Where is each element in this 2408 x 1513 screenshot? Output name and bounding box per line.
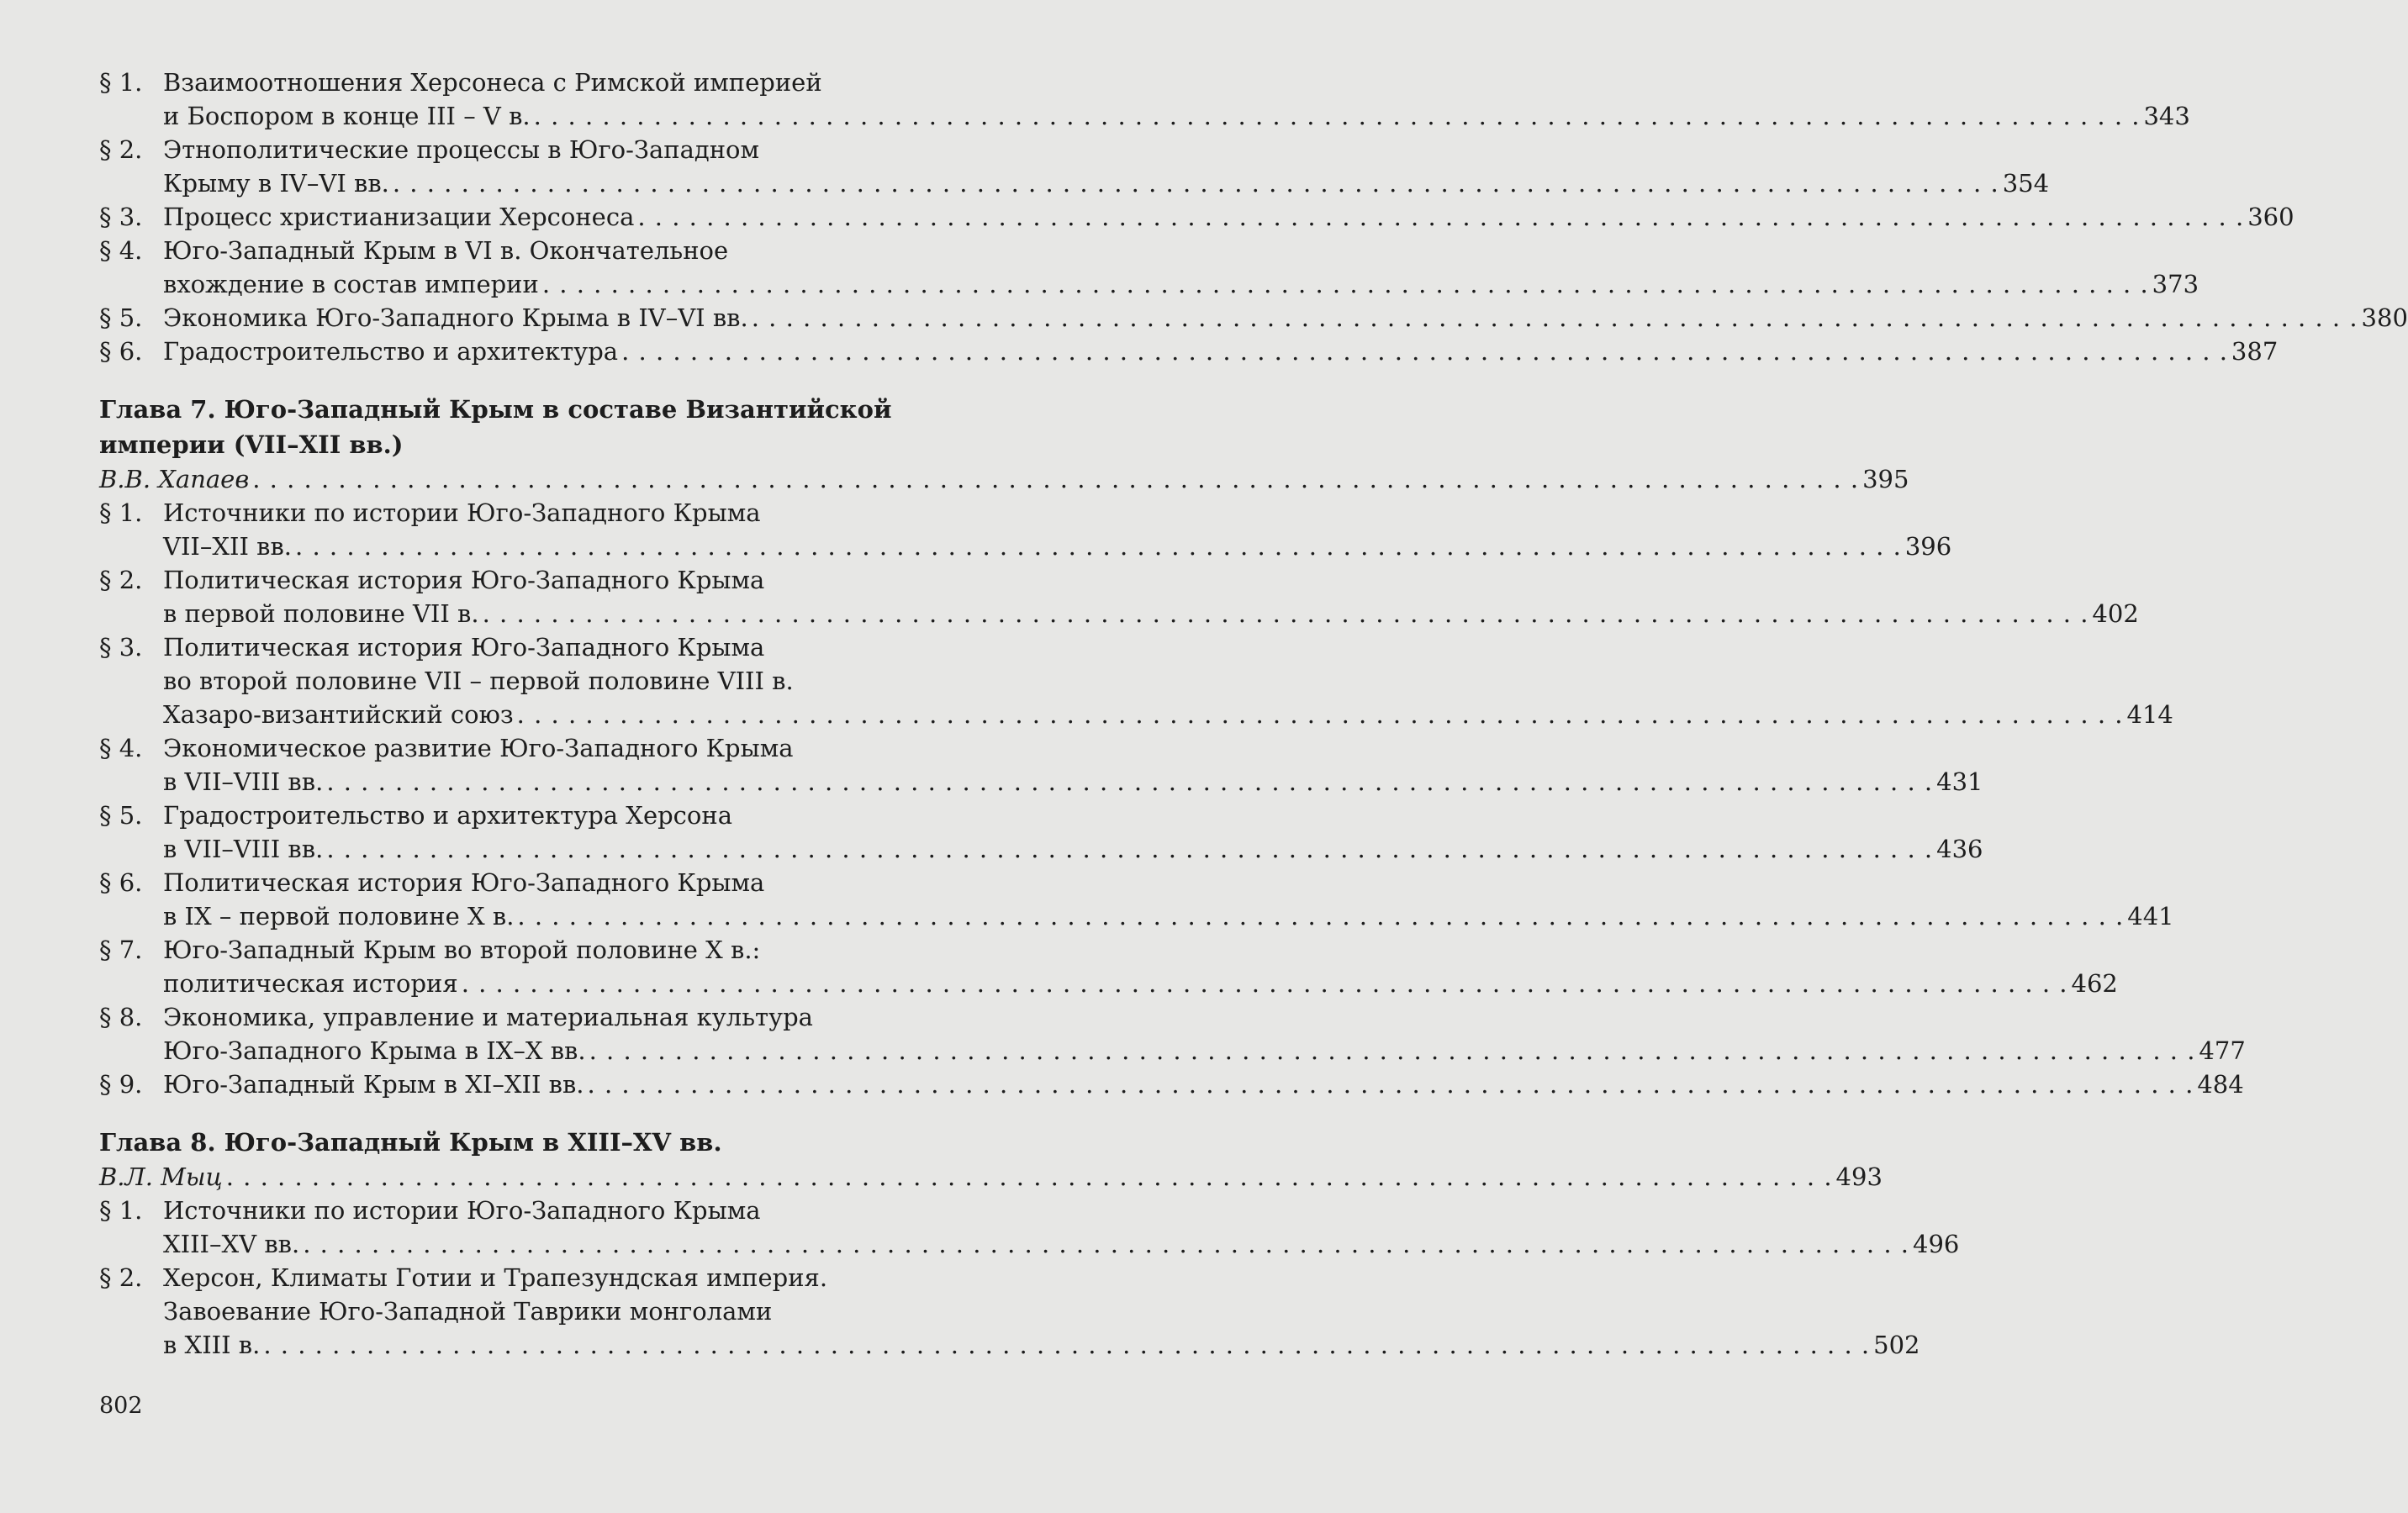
- section-title-line: Экономика Юго-Западного Крыма в IV–VI вв.: [163, 303, 748, 332]
- section-title-line: Крыму в IV–VI вв.: [163, 169, 389, 198]
- dot-leader: [252, 462, 1859, 496]
- chapter-title-line: Глава 8. Юго-Западный Крым в XIII–XV вв.: [99, 1128, 722, 1157]
- section-title-last-line: [163, 530, 1951, 563]
- toc-entry: [99, 234, 2199, 301]
- section-title-last-line: [163, 1068, 2244, 1101]
- page-ref: 387: [2231, 337, 2279, 366]
- section-title-line: Политическая история Юго-Западного Крыма: [163, 566, 765, 594]
- page-ref: 436: [1936, 835, 1983, 863]
- dot-leader: [588, 1068, 2194, 1101]
- section-title-line: Хазаро-византийский союз: [163, 700, 514, 729]
- dot-leader: [393, 166, 1999, 200]
- section-number: § 2.: [99, 1263, 143, 1292]
- section-title: [163, 1068, 2244, 1101]
- section-title-last-line: [163, 899, 2174, 933]
- section-title-last-line: [163, 335, 2278, 368]
- author-name: В.В. Хапаев: [99, 465, 250, 493]
- section-title-line: Источники по истории Юго-Западного Крыма: [163, 1196, 761, 1225]
- section-title: [163, 66, 2190, 133]
- page-ref: 496: [1913, 1230, 1960, 1258]
- page-ref: 502: [1873, 1331, 1920, 1359]
- dot-leader: [462, 967, 2068, 1000]
- toc-entry: [99, 301, 2408, 335]
- dot-leader: [295, 530, 1902, 563]
- section-number: § 3.: [99, 633, 143, 662]
- dot-leader: [326, 832, 1933, 866]
- section-title-line: Экономика, управление и материальная культура: [163, 1003, 813, 1031]
- section-title-line: XIII–XV вв.: [163, 1230, 300, 1258]
- dot-leader: [534, 99, 2141, 133]
- section-title: [163, 630, 2173, 731]
- section-number: § 2.: [99, 135, 143, 164]
- toc-entry: [99, 66, 2190, 133]
- section-title-last-line: [163, 765, 1983, 799]
- toc-entry: [99, 335, 2279, 368]
- section-title-line: Завоевание Юго-Западной Таврики монголами: [163, 1297, 773, 1326]
- page-ref: 441: [2127, 902, 2174, 930]
- page-number: 802: [99, 1393, 143, 1419]
- chapter-title-line: Глава 7. Юго-Западный Крым в составе Византийской: [99, 395, 892, 424]
- section-title-line: Экономическое развитие Юго-Западного Крыма: [163, 734, 794, 762]
- section-title-line: Юго-Западный Крым в XI–XII вв.: [163, 1070, 584, 1099]
- section-title-last-line: [163, 200, 2294, 234]
- section-title-line: в XIII в.: [163, 1331, 261, 1359]
- page-ref: 431: [1936, 767, 1983, 796]
- page-ref: 360: [2247, 203, 2294, 231]
- toc-entry: [99, 496, 1952, 563]
- page-ref: 462: [2071, 969, 2118, 998]
- page-ref: 414: [2126, 700, 2173, 729]
- section-title-line: Градостроительство и архитектура: [163, 337, 619, 366]
- section-title-line: Этнополитические процессы в Юго-Западном: [163, 135, 760, 164]
- dot-leader: [263, 1328, 1870, 1362]
- section-title-last-line: [163, 698, 2173, 731]
- section-title-line: в IX – первой половине X в.: [163, 902, 515, 930]
- section-number: § 3.: [99, 203, 143, 231]
- section-number: § 1.: [99, 1196, 143, 1225]
- section-number: § 6.: [99, 868, 143, 897]
- page-ref: 395: [1862, 465, 1909, 493]
- section-number: § 6.: [99, 337, 143, 366]
- toc-entry: [99, 1000, 2246, 1068]
- section-title-last-line: [163, 1227, 1959, 1261]
- page-ref: 402: [2092, 599, 2139, 628]
- chapter-author: [99, 1160, 1883, 1194]
- section-title-line: Градостроительство и архитектура Херсона: [163, 801, 732, 830]
- section-title: [163, 234, 2199, 301]
- section-title: [163, 731, 1983, 799]
- dot-leader: [589, 1034, 2196, 1068]
- section-title-last-line: [163, 832, 1983, 866]
- toc-entry: [99, 1068, 2244, 1101]
- section-gap: [99, 1101, 906, 1125]
- table-of-contents: [99, 66, 2408, 1362]
- section-title-line: в VII–VIII вв.: [163, 835, 324, 863]
- chapter-title-line: империи (VII–XII вв.): [99, 430, 404, 459]
- chapter-title: [99, 392, 906, 462]
- page-ref: 380: [2361, 303, 2408, 332]
- toc-entry: [99, 933, 2118, 1000]
- section-title: [163, 866, 2174, 933]
- page-ref: 396: [1904, 532, 1952, 561]
- section-title-line: Источники по истории Юго-Западного Крыма: [163, 498, 761, 527]
- dot-leader: [621, 335, 2228, 368]
- section-title-line: вхождение в состав империи: [163, 270, 539, 298]
- section-title-last-line: [163, 597, 2139, 630]
- section-title: [163, 301, 2408, 335]
- page-ref: 493: [1835, 1162, 1883, 1191]
- toc-entry: [99, 731, 1983, 799]
- section-title: [163, 335, 2278, 368]
- toc-entry: [99, 1194, 1960, 1261]
- dot-leader: [637, 200, 2244, 234]
- toc-entry: [99, 200, 2294, 234]
- section-title-last-line: [163, 1034, 2246, 1068]
- section-number: § 5.: [99, 801, 143, 830]
- section-title-line: VII–XII вв.: [163, 532, 293, 561]
- dot-leader: [326, 765, 1933, 799]
- section-title-last-line: [163, 99, 2190, 133]
- page-ref: 354: [2002, 169, 2050, 198]
- dot-leader: [483, 597, 2089, 630]
- dot-leader: [517, 899, 2124, 933]
- section-title: [163, 799, 1983, 866]
- toc-entry: [99, 866, 2174, 933]
- section-number: § 1.: [99, 498, 143, 527]
- section-title-line: в VII–VIII вв.: [163, 767, 324, 796]
- author-name: В.Л. Мыц: [99, 1162, 223, 1191]
- section-title: [163, 496, 1951, 563]
- section-title-line: в первой половине VII в.: [163, 599, 479, 628]
- page-ref: 484: [2197, 1070, 2244, 1099]
- section-title: [163, 563, 2139, 630]
- section-title-line: и Боспором в конце III – V в.: [163, 102, 531, 130]
- section-title-line: политическая история: [163, 969, 458, 998]
- section-number: § 1.: [99, 68, 143, 97]
- section-title: [163, 133, 2049, 200]
- toc-entry: [99, 630, 2173, 731]
- section-title-line: во второй половине VII – первой половине VIII в.: [163, 667, 794, 695]
- section-title: [163, 200, 2294, 234]
- section-number: § 2.: [99, 566, 143, 594]
- section-number: § 5.: [99, 303, 143, 332]
- section-number: § 4.: [99, 236, 143, 265]
- section-title-last-line: [163, 301, 2408, 335]
- section-number: § 7.: [99, 936, 143, 964]
- section-title-line: Процесс христианизации Херсонеса: [163, 203, 635, 231]
- dot-leader: [517, 698, 2124, 731]
- page-ref: 343: [2143, 102, 2190, 130]
- page-ref: 477: [2199, 1036, 2246, 1065]
- toc-entry: [99, 133, 2050, 200]
- section-title-last-line: [163, 166, 2049, 200]
- section-title: [163, 933, 2118, 1000]
- section-title: [163, 1261, 1920, 1362]
- dot-leader: [542, 267, 2149, 301]
- section-number: § 4.: [99, 734, 143, 762]
- page-ref: 373: [2152, 270, 2199, 298]
- section-title: [163, 1194, 1959, 1261]
- toc-entry: [99, 799, 1983, 866]
- section-title-last-line: [163, 967, 2118, 1000]
- section-gap: [99, 368, 906, 392]
- chapter-title: [99, 1125, 906, 1160]
- section-title-line: Юго-Западный Крым в VI в. Окончательное: [163, 236, 729, 265]
- section-title-line: Юго-Западного Крыма в IX–X вв.: [163, 1036, 586, 1065]
- chapter-author: [99, 462, 1909, 496]
- toc-entry: [99, 1261, 1920, 1362]
- toc-entry: [99, 563, 2139, 630]
- section-title-line: Юго-Западный Крым во второй половине X в.:: [163, 936, 761, 964]
- section-number: § 9.: [99, 1070, 143, 1099]
- section-title-line: Херсон, Климаты Готии и Трапезундская империя.: [163, 1263, 828, 1292]
- section-title-line: Взаимоотношения Херсонеса с Римской империей: [163, 68, 822, 97]
- section-title-line: Политическая история Юго-Западного Крыма: [163, 633, 765, 662]
- section-title: [163, 1000, 2246, 1068]
- section-number: § 8.: [99, 1003, 143, 1031]
- section-title-last-line: [163, 267, 2199, 301]
- section-title-line: Политическая история Юго-Западного Крыма: [163, 868, 765, 897]
- dot-leader: [226, 1160, 1833, 1194]
- section-title-last-line: [163, 1328, 1920, 1362]
- dot-leader: [752, 301, 2358, 335]
- dot-leader: [303, 1227, 1909, 1261]
